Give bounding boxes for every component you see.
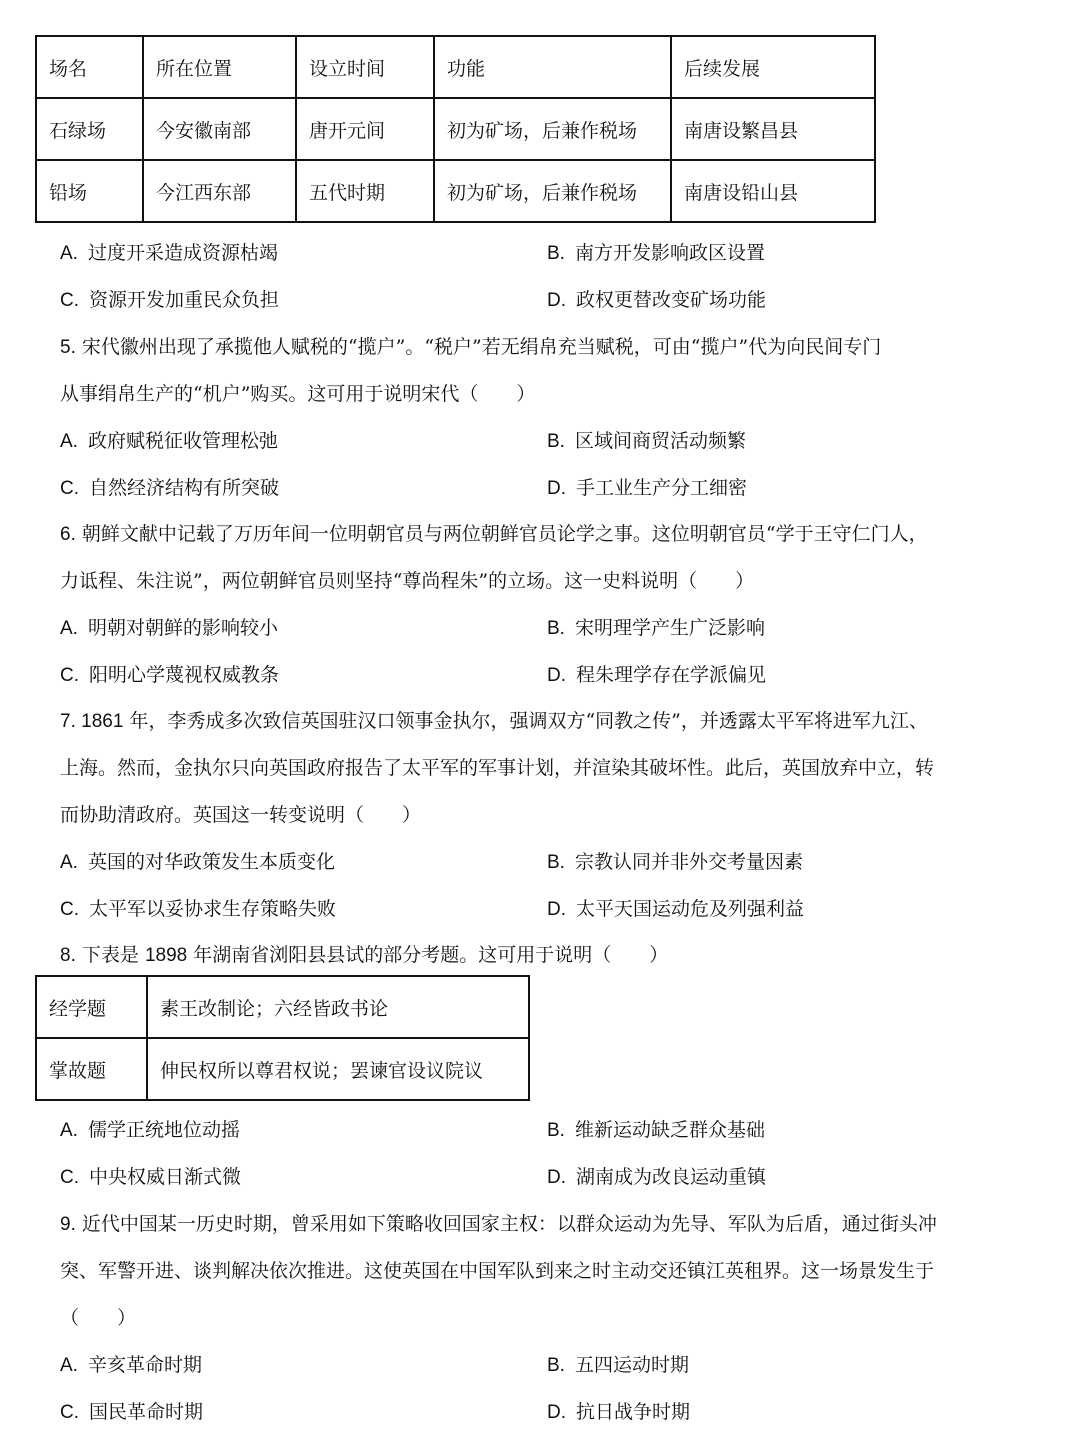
table-header-cell: 场名 <box>36 36 143 98</box>
q6-stem-line-2: 力诋程、朱注说”，两位朝鲜官员则坚持“尊尚程朱”的立场。这一史料说明（ ） <box>60 570 755 592</box>
table-cell: 南唐设繁昌县 <box>671 98 875 160</box>
q7-option-d[interactable]: D. 太平天国运动危及列强利益 <box>547 898 805 920</box>
table-cell: 五代时期 <box>296 160 434 222</box>
q5-stem-line-2: 从事绢帛生产的“机户”购买。这可用于说明宋代（ ） <box>60 383 536 405</box>
q8-option-b[interactable]: B. 维新运动缺乏群众基础 <box>547 1119 765 1141</box>
exam-question-table <box>35 975 530 1101</box>
q6-option-d[interactable]: D. 程朱理学存在学派偏见 <box>547 664 767 686</box>
q9-option-c[interactable]: C. 国民革命时期 <box>60 1401 204 1423</box>
table-cell: 石绿场 <box>36 98 143 160</box>
q5-option-b[interactable]: B. 区域间商贸活动频繁 <box>547 430 746 452</box>
table-header-cell: 所在位置 <box>143 36 296 98</box>
table-row <box>36 976 529 1038</box>
table-cell: 南唐设铅山县 <box>671 160 875 222</box>
table-cell: 素王改制论；六经皆政书论 <box>147 976 529 1038</box>
q7-option-c[interactable]: C. 太平军以妥协求生存策略失败 <box>60 898 337 920</box>
table-cell: 经学题 <box>36 976 147 1038</box>
table-cell: 唐开元间 <box>296 98 434 160</box>
q8-option-a[interactable]: A. 儒学正统地位动摇 <box>60 1119 240 1141</box>
table-header-row <box>36 36 875 98</box>
q6-stem-line-1: 6. 朝鲜文献中记载了万历年间一位明朝官员与两位朝鲜官员论学之事。这位明朝官员“学于王守仁门人， <box>60 523 928 545</box>
q9-option-b[interactable]: B. 五四运动时期 <box>547 1354 689 1376</box>
mine-field-table <box>35 35 876 223</box>
q6-option-b[interactable]: B. 宋明理学产生广泛影响 <box>547 617 765 639</box>
q4-option-b[interactable]: B. 南方开发影响政区设置 <box>547 242 765 264</box>
table-row <box>36 98 875 160</box>
q7-stem-line-2: 上海。然而，金执尔只向英国政府报告了太平军的军事计划，并渲染其破坏性。此后，英国放弃中立，转 <box>60 757 935 779</box>
q9-option-a[interactable]: A. 辛亥革命时期 <box>60 1354 202 1376</box>
q7-option-b[interactable]: B. 宗教认同并非外交考量因素 <box>547 851 803 873</box>
table-header-cell: 功能 <box>434 36 671 98</box>
q7-option-a[interactable]: A. 英国的对华政策发生本质变化 <box>60 851 335 873</box>
table-cell: 掌故题 <box>36 1038 147 1100</box>
q8-option-d[interactable]: D. 湖南成为改良运动重镇 <box>547 1166 767 1188</box>
q8-option-c[interactable]: C. 中央权威日渐式微 <box>60 1166 242 1188</box>
q4-option-d[interactable]: D. 政权更替改变矿场功能 <box>547 289 767 311</box>
q5-option-d[interactable]: D. 手工业生产分工细密 <box>547 477 748 499</box>
table-cell: 铅场 <box>36 160 143 222</box>
q9-stem-line-1: 9. 近代中国某一历史时期，曾采用如下策略收回国家主权：以群众运动为先导、军队为后盾，通过街头冲 <box>60 1213 937 1235</box>
q9-option-d[interactable]: D. 抗日战争时期 <box>547 1401 691 1423</box>
q4-option-c[interactable]: C. 资源开发加重民众负担 <box>60 289 280 311</box>
table-cell: 今江西东部 <box>143 160 296 222</box>
q8-stem: 8. 下表是 1898 年湖南省浏阳县县试的部分考题。这可用于说明（ ） <box>60 944 669 966</box>
q5-stem-line-1: 5. 宋代徽州出现了承揽他人赋税的“揽户”。“税户”若无绢帛充当赋税，可由“揽户”代为向民间专门 <box>60 336 882 358</box>
table-header-cell: 后续发展 <box>671 36 875 98</box>
q6-option-a[interactable]: A. 明朝对朝鲜的影响较小 <box>60 617 278 639</box>
q5-option-c[interactable]: C. 自然经济结构有所突破 <box>60 477 280 499</box>
table-cell: 今安徽南部 <box>143 98 296 160</box>
q9-stem-line-2: 突、军警开进、谈判解决依次推进。这使英国在中国军队到来之时主动交还镇江英租界。这一场景发生于 <box>60 1260 935 1282</box>
table-header-cell: 设立时间 <box>296 36 434 98</box>
table-cell: 伸民权所以尊君权说；罢谏官设议院议 <box>147 1038 529 1100</box>
q6-option-c[interactable]: C. 阳明心学蔑视权威教条 <box>60 664 280 686</box>
table-cell: 初为矿场，后兼作税场 <box>434 98 671 160</box>
q7-stem-line-1: 7. 1861 年，李秀成多次致信英国驻汉口领事金执尔，强调双方“同教之传”，并透露太平军将进军九江、 <box>60 710 928 732</box>
table-row <box>36 1038 529 1100</box>
q7-stem-line-3: 而协助清政府。英国这一转变说明（ ） <box>60 804 422 826</box>
q9-stem-line-3: （ ） <box>60 1307 137 1329</box>
table-row <box>36 160 875 222</box>
q4-option-a[interactable]: A. 过度开采造成资源枯竭 <box>60 242 278 264</box>
q5-option-a[interactable]: A. 政府赋税征收管理松弛 <box>60 430 278 452</box>
table-cell: 初为矿场，后兼作税场 <box>434 160 671 222</box>
